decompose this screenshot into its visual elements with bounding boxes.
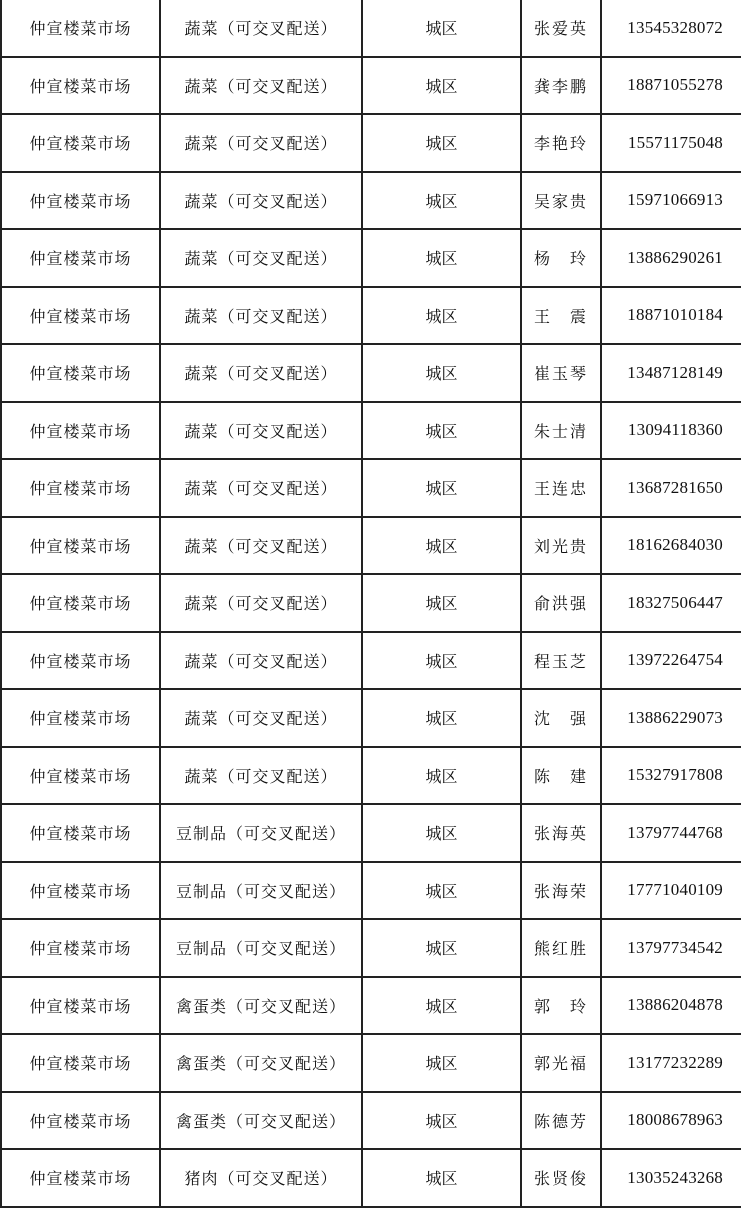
market-cell: 仲宣楼菜市场 [1,1092,160,1150]
market-cell: 仲宣楼菜市场 [1,344,160,402]
market-cell: 仲宣楼菜市场 [1,287,160,345]
area-cell: 城区 [362,229,521,287]
table-row [1,862,741,920]
area-cell: 城区 [362,287,521,345]
name-cell: 俞洪强 [521,574,601,632]
category-cell: 蔬菜（可交叉配送） [160,344,362,402]
category-cell: 禽蛋类（可交叉配送） [160,1092,362,1150]
name-cell: 刘光贵 [521,517,601,575]
area-cell: 城区 [362,344,521,402]
market-cell: 仲宣楼菜市场 [1,402,160,460]
name-cell: 陈 建 [521,747,601,805]
phone-cell: 18008678963 [601,1092,741,1150]
category-cell: 蔬菜（可交叉配送） [160,747,362,805]
table-row [1,172,741,230]
name-cell: 张海荣 [521,862,601,920]
phone-cell: 13886290261 [601,229,741,287]
table-row [1,287,741,345]
name-cell: 郭 玲 [521,977,601,1035]
phone-cell: 18327506447 [601,574,741,632]
market-cell: 仲宣楼菜市场 [1,114,160,172]
table-row [1,459,741,517]
market-cell: 仲宣楼菜市场 [1,459,160,517]
table-row [1,632,741,690]
area-cell: 城区 [362,57,521,115]
area-cell: 城区 [362,114,521,172]
phone-cell: 13972264754 [601,632,741,690]
category-cell: 豆制品（可交叉配送） [160,919,362,977]
name-cell: 杨 玲 [521,229,601,287]
phone-cell: 13886204878 [601,977,741,1035]
table-row [1,574,741,632]
market-cell: 仲宣楼菜市场 [1,747,160,805]
market-cell: 仲宣楼菜市场 [1,57,160,115]
category-cell: 蔬菜（可交叉配送） [160,632,362,690]
name-cell: 龚李鹏 [521,57,601,115]
name-cell: 王 震 [521,287,601,345]
phone-cell: 15971066913 [601,172,741,230]
phone-cell: 13797734542 [601,919,741,977]
market-cell: 仲宣楼菜市场 [1,862,160,920]
area-cell: 城区 [362,0,521,57]
area-cell: 城区 [362,459,521,517]
name-cell: 王连忠 [521,459,601,517]
area-cell: 城区 [362,747,521,805]
category-cell: 蔬菜（可交叉配送） [160,517,362,575]
phone-cell: 13886229073 [601,689,741,747]
market-cell: 仲宣楼菜市场 [1,1034,160,1092]
name-cell: 崔玉琴 [521,344,601,402]
area-cell: 城区 [362,1149,521,1207]
phone-cell: 13545328072 [601,0,741,57]
category-cell: 蔬菜（可交叉配送） [160,574,362,632]
table-row [1,114,741,172]
category-cell: 猪肉（可交叉配送） [160,1149,362,1207]
table-row [1,747,741,805]
table-row [1,977,741,1035]
phone-cell: 13687281650 [601,459,741,517]
phone-cell: 18162684030 [601,517,741,575]
phone-cell: 18871010184 [601,287,741,345]
market-cell: 仲宣楼菜市场 [1,574,160,632]
name-cell: 吴家贵 [521,172,601,230]
name-cell: 李艳玲 [521,114,601,172]
area-cell: 城区 [362,689,521,747]
category-cell: 蔬菜（可交叉配送） [160,229,362,287]
phone-cell: 17771040109 [601,862,741,920]
category-cell: 豆制品（可交叉配送） [160,804,362,862]
name-cell: 朱士清 [521,402,601,460]
area-cell: 城区 [362,517,521,575]
name-cell: 程玉芝 [521,632,601,690]
market-cell: 仲宣楼菜市场 [1,0,160,57]
market-cell: 仲宣楼菜市场 [1,172,160,230]
phone-cell: 18871055278 [601,57,741,115]
area-cell: 城区 [362,574,521,632]
table-row [1,344,741,402]
table-row [1,1092,741,1150]
category-cell: 蔬菜（可交叉配送） [160,57,362,115]
phone-cell: 13487128149 [601,344,741,402]
table-row [1,0,741,57]
table-row [1,919,741,977]
vendor-table-body [1,0,741,1207]
phone-cell: 13177232289 [601,1034,741,1092]
category-cell: 蔬菜（可交叉配送） [160,689,362,747]
category-cell: 蔬菜（可交叉配送） [160,459,362,517]
table-row [1,689,741,747]
name-cell: 张贤俊 [521,1149,601,1207]
phone-cell: 15571175048 [601,114,741,172]
category-cell: 蔬菜（可交叉配送） [160,0,362,57]
category-cell: 蔬菜（可交叉配送） [160,287,362,345]
area-cell: 城区 [362,919,521,977]
name-cell: 张爱英 [521,0,601,57]
area-cell: 城区 [362,1034,521,1092]
phone-cell: 13797744768 [601,804,741,862]
table-row [1,517,741,575]
area-cell: 城区 [362,402,521,460]
market-cell: 仲宣楼菜市场 [1,632,160,690]
table-row [1,804,741,862]
area-cell: 城区 [362,862,521,920]
phone-cell: 13035243268 [601,1149,741,1207]
market-cell: 仲宣楼菜市场 [1,919,160,977]
name-cell: 熊红胜 [521,919,601,977]
name-cell: 张海英 [521,804,601,862]
table-row [1,1149,741,1207]
area-cell: 城区 [362,1092,521,1150]
name-cell: 陈德芳 [521,1092,601,1150]
table-row [1,229,741,287]
name-cell: 郭光福 [521,1034,601,1092]
category-cell: 蔬菜（可交叉配送） [160,402,362,460]
category-cell: 禽蛋类（可交叉配送） [160,977,362,1035]
market-cell: 仲宣楼菜市场 [1,689,160,747]
market-cell: 仲宣楼菜市场 [1,517,160,575]
category-cell: 禽蛋类（可交叉配送） [160,1034,362,1092]
market-cell: 仲宣楼菜市场 [1,1149,160,1207]
phone-cell: 13094118360 [601,402,741,460]
market-cell: 仲宣楼菜市场 [1,977,160,1035]
category-cell: 豆制品（可交叉配送） [160,862,362,920]
area-cell: 城区 [362,172,521,230]
table-row [1,1034,741,1092]
market-cell: 仲宣楼菜市场 [1,804,160,862]
table-row [1,402,741,460]
phone-cell: 15327917808 [601,747,741,805]
market-cell: 仲宣楼菜市场 [1,229,160,287]
table-row [1,57,741,115]
category-cell: 蔬菜（可交叉配送） [160,114,362,172]
area-cell: 城区 [362,632,521,690]
category-cell: 蔬菜（可交叉配送） [160,172,362,230]
area-cell: 城区 [362,977,521,1035]
name-cell: 沈 强 [521,689,601,747]
area-cell: 城区 [362,804,521,862]
